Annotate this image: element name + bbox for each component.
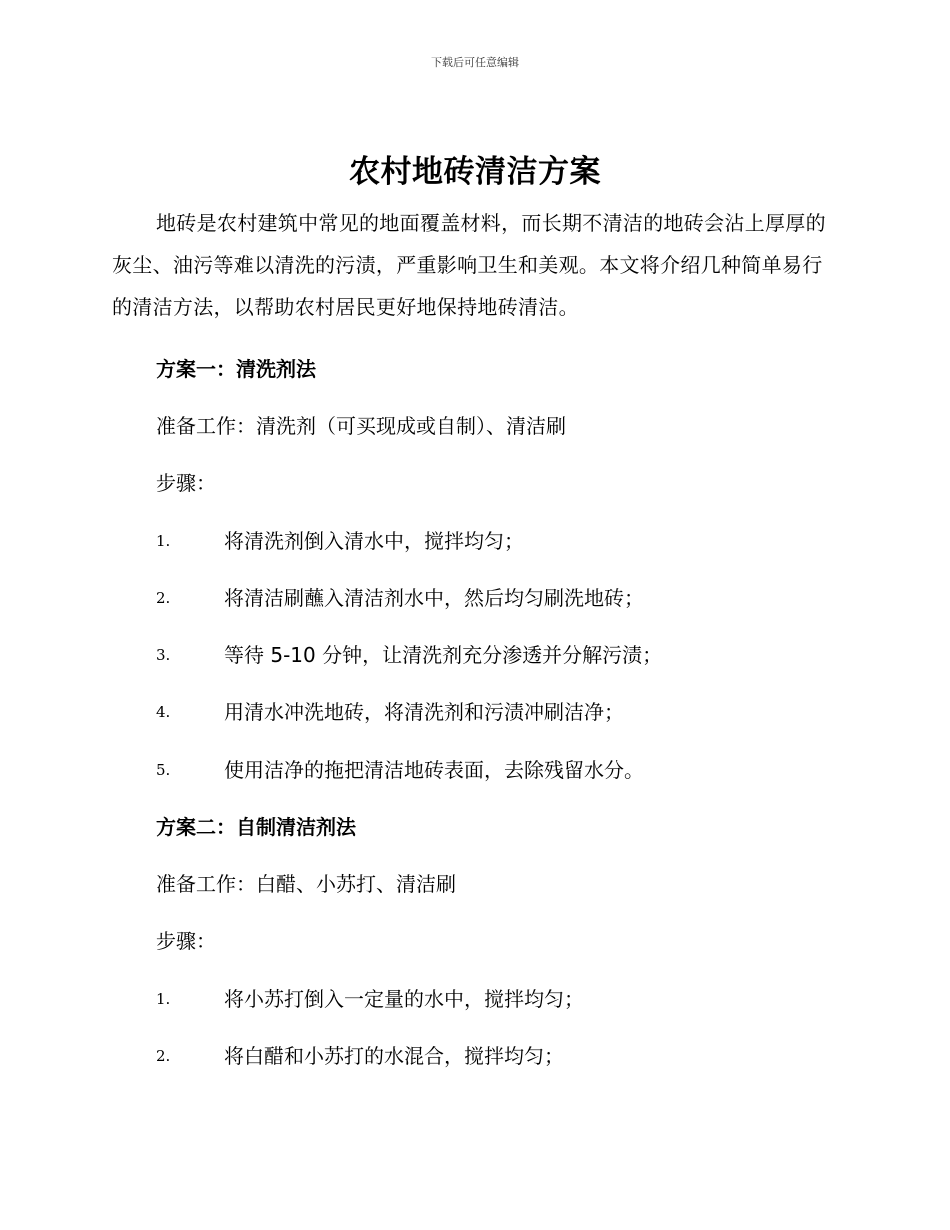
list-item [156,697,856,727]
plan-heading: 方案一：清洗剂法 [156,357,316,381]
document-title: 农村地砖清洁方案 [349,154,601,190]
list-item [156,984,856,1014]
list-item-number: 5. [156,761,171,779]
list-item-number: 1. [156,990,171,1008]
list-item [156,583,856,613]
list-item-number: 4. [156,703,171,721]
list-item-text: 将清洗剂倒入清水中，搅拌均匀； [224,529,524,553]
list-item-text: 等待 5-10 分钟，让清洗剂充分渗透并分解污渍； [224,643,663,667]
list-item-text: 将小苏打倒入一定量的水中，搅拌均匀； [224,987,584,1011]
list-item-number: 1. [156,532,171,550]
intro-paragraph: 地砖是农村建筑中常见的地面覆盖材料，而长期不清洁的地砖会沾上厚厚的灰尘、油污等难以清洗的污渍，严重影响卫生和美观。本文将介绍几种简单易行的清洁方法，以帮助农村居民更好地保持地砖清洁。 [112,211,826,319]
list-item [156,526,856,556]
list-item-text: 使用洁净的拖把清洁地砖表面，去除残留水分。 [224,758,644,782]
list-item [156,640,856,670]
page-header: 下载后可任意编辑 [431,56,519,69]
list-item-number: 2. [156,1047,171,1065]
steps-label: 步骤： [156,471,216,495]
list-item [156,1041,856,1071]
list-item-number: 3. [156,646,171,664]
list-item [156,755,856,785]
plan-preparation: 准备工作：清洗剂（可买现成或自制）、清洁刷 [156,414,566,438]
plan-preparation: 准备工作：白醋、小苏打、清洁刷 [156,872,456,896]
list-item-text: 用清水冲洗地砖，将清洗剂和污渍冲刷洁净； [224,700,624,724]
steps-label: 步骤： [156,929,216,953]
plan-heading: 方案二：自制清洁剂法 [156,815,356,839]
list-item-number: 2. [156,589,171,607]
list-item-text: 将白醋和小苏打的水混合，搅拌均匀； [224,1044,564,1068]
list-item-text: 将清洁刷蘸入清洁剂水中，然后均匀刷洗地砖； [224,586,644,610]
